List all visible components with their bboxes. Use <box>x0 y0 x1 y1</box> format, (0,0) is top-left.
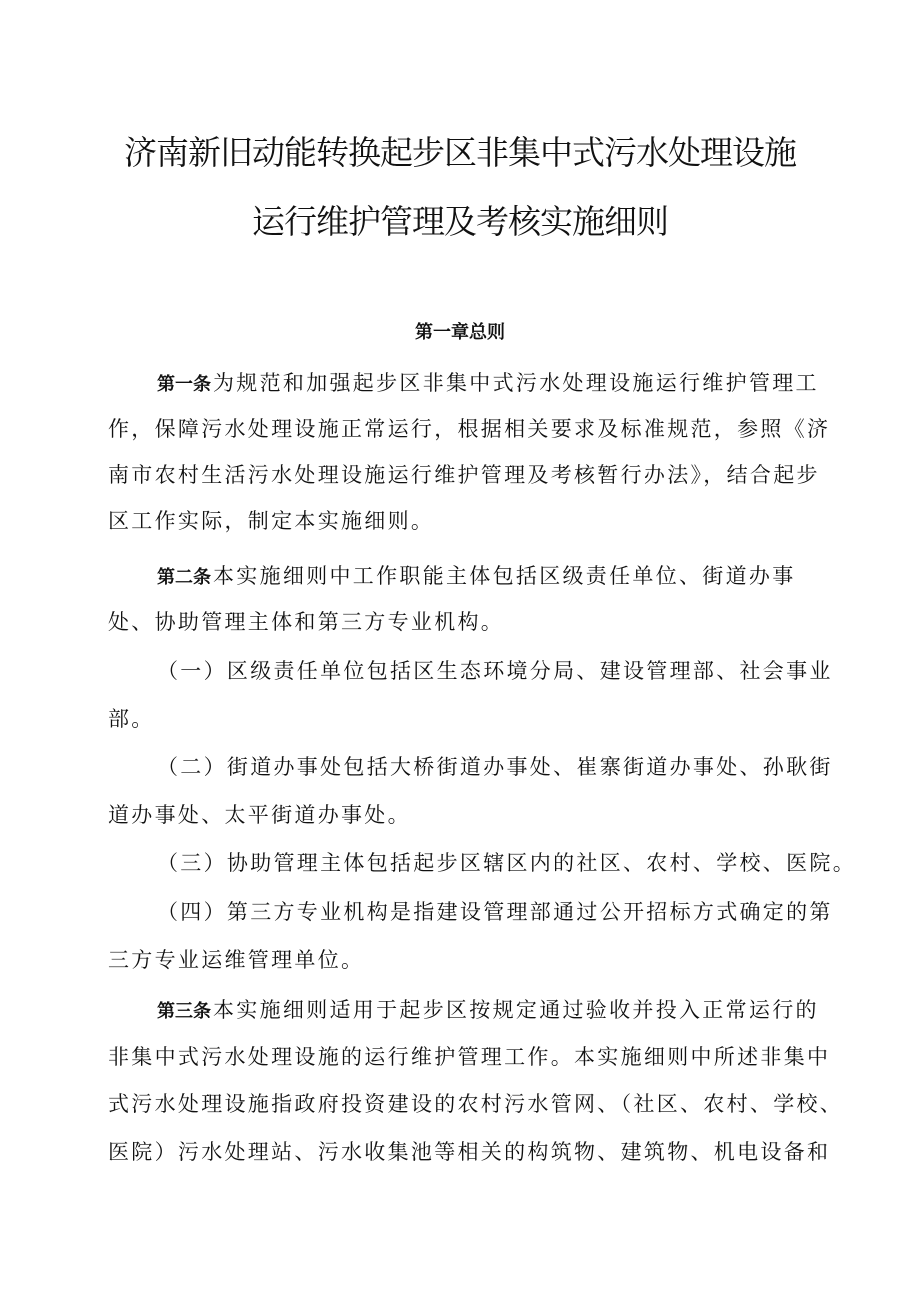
item-4-line-2: 三方专业运维管理单位。 <box>108 948 365 972</box>
item-2-line-1: （二）街道办事处包括大桥街道办事处、崔寨街道办事处、孙耿街 <box>157 755 833 779</box>
item-4-line-1: （四）第三方专业机构是指建设管理部通过公开招标方式确定的第 <box>157 900 833 924</box>
document-title-line-1: 济南新旧动能转换起步区非集中式污水处理设施 <box>124 133 796 172</box>
chapter-heading: 第一章总则 <box>415 322 505 343</box>
article-1-line-3: 南市农村生活污水处理设施运行维护管理及考核暂行办法》，结合起步 <box>108 463 820 487</box>
article-2-label: 第二条 <box>157 567 211 588</box>
article-2-line-1: 第二条本实施细则中工作职能主体包括区级责任单位、街道办事 <box>157 564 796 588</box>
article-1-label: 第一条 <box>157 374 211 395</box>
item-2-line-2: 道办事处、太平街道办事处。 <box>108 803 411 827</box>
item-3-line-1: （三）协助管理主体包括起步区辖区内的社区、农村、学校、医院。 <box>157 851 856 875</box>
article-3-line-1: 第三条本实施细则适用于起步区按规定通过验收并投入正常运行的 <box>157 998 819 1022</box>
article-1-line-2: 作，保障污水处理设施正常运行，根据相关要求及标准规范，参照《济 <box>108 417 831 441</box>
article-1-line-4: 区工作实际，制定本实施细则。 <box>108 509 435 533</box>
article-3-line-4: 医院）污水处理站、污水收集池等相关的构筑物、建筑物、机电设备和 <box>108 1140 831 1164</box>
article-2-line-2: 处、协助管理主体和第三方专业机构。 <box>108 610 505 634</box>
article-3-line-2: 非集中式污水处理设施的运行维护管理工作。本实施细则中所述非集中 <box>108 1045 831 1069</box>
article-3-label: 第三条 <box>157 1001 211 1022</box>
item-1-line-2: 部。 <box>108 707 155 731</box>
document-title-line-2: 运行维护管理及考核实施细则 <box>252 202 668 241</box>
article-3-line-3: 式污水处理设施指政府投资建设的农村污水管网、（社区、农村、学校、 <box>108 1092 844 1116</box>
article-1-line-1: 第一条为规范和加强起步区非集中式污水处理设施运行维护管理工 <box>157 371 819 395</box>
item-1-line-1: （一）区级责任单位包括区生态环境分局、建设管理部、社会事业 <box>157 659 833 683</box>
